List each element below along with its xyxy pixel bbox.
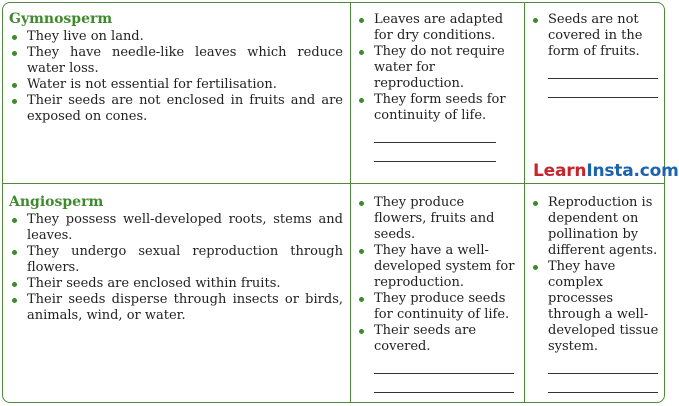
comparison-table (2, 2, 679, 403)
list-item: They produce seeds for continuity of life. (356, 291, 516, 323)
list-item: Reproduction is dependent on pollination by different agents. (530, 195, 660, 259)
list-item: They have needle-like leaves which reduce water loss. (9, 45, 343, 77)
blank-line (374, 143, 496, 162)
blank-line (548, 374, 658, 393)
row-divider (3, 183, 664, 184)
list-item: Their seeds are not enclosed in fruits and are exposed on cones. (9, 93, 343, 125)
blank-line (548, 355, 658, 374)
gymnosperm-adaptation-list (356, 12, 506, 124)
list-item: They undergo sexual reproduction through flowers. (9, 244, 343, 276)
angiosperm-feature-cell (530, 195, 660, 393)
list-item: They do not require water for reproduction. (356, 44, 506, 92)
list-item: They have complex processes through a well-developed tissue system. (530, 259, 660, 355)
blank-line (548, 60, 658, 79)
column-divider (524, 3, 525, 402)
list-item: Their seeds are covered. (356, 323, 516, 355)
gymnosperm-adaptation-cell (356, 12, 506, 162)
list-item: Their seeds disperse through insects or birds, animals, wind, or water. (9, 292, 343, 324)
list-item: Water is not essential for fertilisation. (9, 77, 343, 93)
angiosperm-cell (9, 194, 343, 324)
angiosperm-feature-list (530, 195, 660, 355)
blank-line (374, 374, 514, 393)
list-item: Their seeds are enclosed within fruits. (9, 276, 343, 292)
angiosperm-list (9, 212, 343, 324)
gymnosperm-heading: Gymnosperm (9, 11, 113, 27)
list-item: Seeds are not covered in the form of fruits. (530, 12, 660, 60)
angiosperm-heading: Angiosperm (9, 194, 104, 210)
blank-line (374, 124, 496, 143)
learninsta-logo: LearnInsta.com (533, 161, 679, 181)
gymnosperm-feature-list (530, 12, 660, 60)
list-item: Leaves are adapted for dry conditions. (356, 12, 506, 44)
blank-line (374, 355, 514, 374)
blank-line (548, 79, 658, 98)
angiosperm-adaptation-list (356, 195, 516, 355)
list-item: They possess well-developed roots, stems and leaves. (9, 212, 343, 244)
list-item: They have a well-developed system for reproduction. (356, 243, 516, 291)
gymnosperm-list (9, 29, 343, 125)
list-item: They form seeds for continuity of life. (356, 92, 506, 124)
angiosperm-adaptation-cell (356, 195, 516, 393)
list-item: They produce flowers, fruits and seeds. (356, 195, 516, 243)
gymnosperm-feature-cell (530, 12, 660, 98)
gymnosperm-cell (9, 11, 343, 125)
list-item: They live on land. (9, 29, 343, 45)
column-divider (350, 3, 351, 402)
